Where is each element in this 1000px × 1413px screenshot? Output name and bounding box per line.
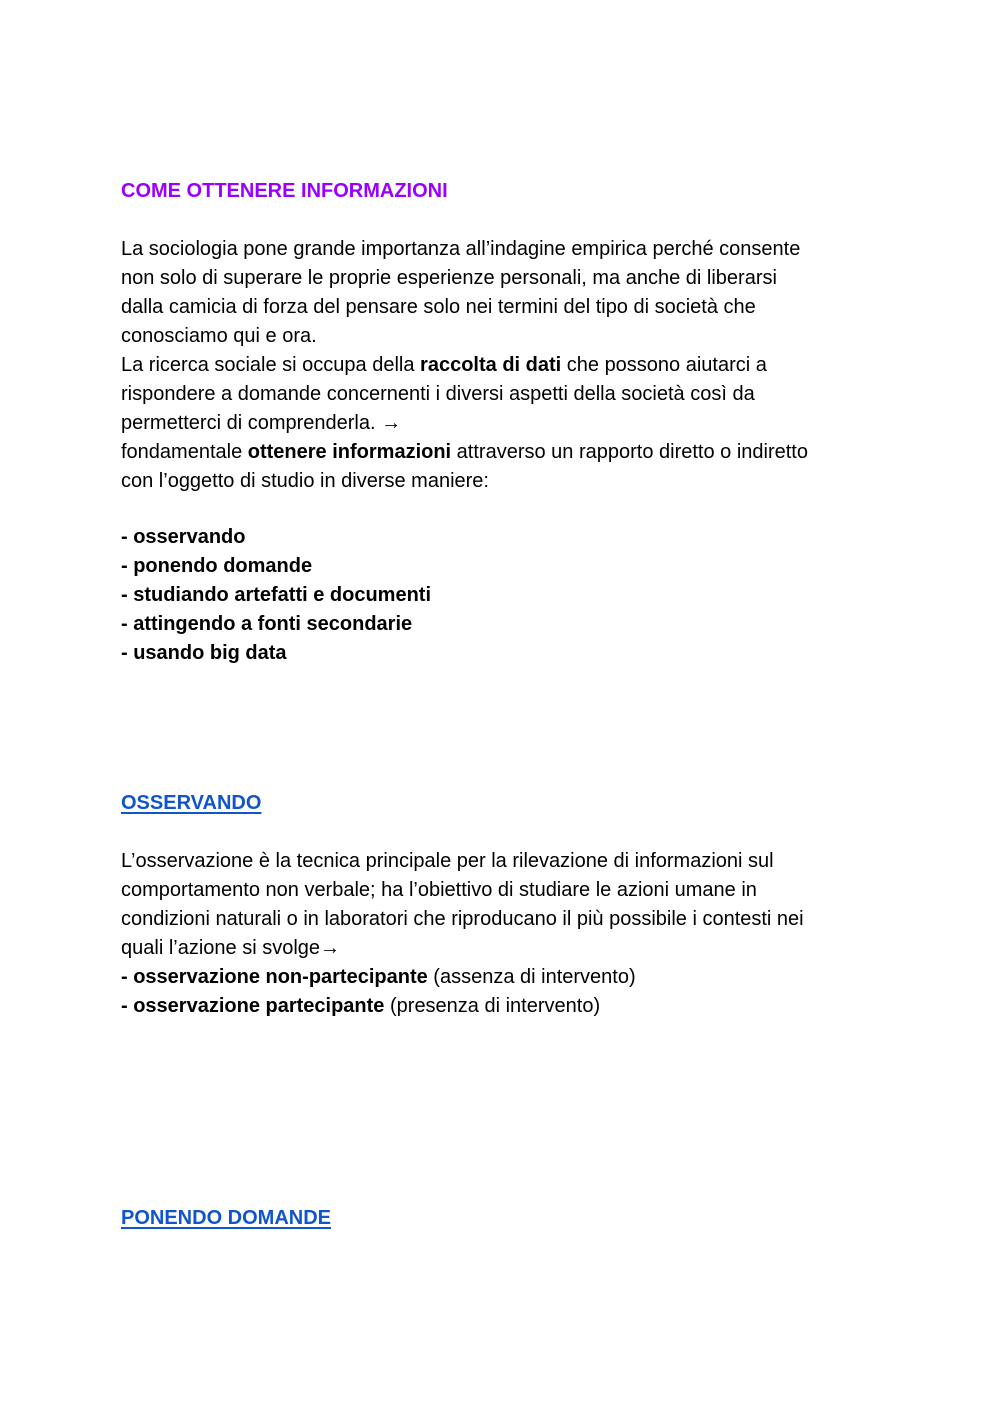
- section-link-ponendo-domande[interactable]: PONENDO DOMANDE: [121, 1207, 332, 1229]
- text-line: rispondere a domande concernenti i diversi aspetti della società così da: [121, 383, 755, 405]
- text-line: [121, 351, 901, 380]
- bold-term-osservazione-non-partecipante: - osservazione non-partecipante: [121, 966, 428, 988]
- text-line: La sociologia pone grande importanza all’indagine empirica perché consente: [121, 238, 801, 260]
- list-item: [121, 992, 901, 1021]
- text-fragment: fondamentale: [121, 441, 248, 463]
- list-item: - attingendo a fonti secondarie: [121, 613, 413, 635]
- section-title-come-ottenere-informazioni: COME OTTENERE INFORMAZIONI: [121, 180, 448, 202]
- text-line: comportamento non verbale; ha l’obiettivo di studiare le azioni umane in: [121, 879, 757, 901]
- list-item: - studiando artefatti e documenti: [121, 584, 432, 606]
- text-line: non solo di superare le proprie esperienze personali, ma anche di liberarsi: [121, 267, 777, 289]
- text-fragment: (presenza di intervento): [384, 995, 601, 1017]
- text-line: quali l’azione si svolge→: [121, 937, 341, 959]
- list-item: - ponendo domande: [121, 555, 313, 577]
- text-fragment: (assenza di intervento): [427, 966, 636, 988]
- intro-paragraph: [121, 235, 901, 496]
- text-line: condizioni naturali o in laboratori che riproducano il più possibile i contesti nei: [121, 908, 804, 930]
- text-line: [121, 438, 901, 467]
- text-fragment: che possono aiutarci a: [561, 354, 767, 376]
- bold-term-osservazione-partecipante: - osservazione partecipante: [121, 995, 385, 1017]
- text-line: conosciamo qui e ora.: [121, 325, 317, 347]
- bold-term-raccolta-di-dati: raccolta di dati: [420, 354, 562, 376]
- methods-list: [121, 523, 901, 668]
- text-line: permetterci di comprenderla. →: [121, 412, 402, 434]
- osservando-paragraph: [121, 847, 901, 1021]
- list-item: [121, 963, 901, 992]
- text-fragment: La ricerca sociale si occupa della: [121, 354, 421, 376]
- text-line: dalla camicia di forza del pensare solo nei termini del tipo di società che: [121, 296, 756, 318]
- list-item: - usando big data: [121, 642, 287, 664]
- text-line: con l’oggetto di studio in diverse maniere:: [121, 470, 489, 492]
- list-item: - osservando: [121, 526, 246, 548]
- text-fragment: attraverso un rapporto diretto o indiretto: [451, 441, 808, 463]
- text-line: L’osservazione è la tecnica principale per la rilevazione di informazioni sul: [121, 850, 774, 872]
- bold-term-ottenere-informazioni: ottenere informazioni: [247, 441, 452, 463]
- section-link-osservando[interactable]: OSSERVANDO: [121, 792, 262, 814]
